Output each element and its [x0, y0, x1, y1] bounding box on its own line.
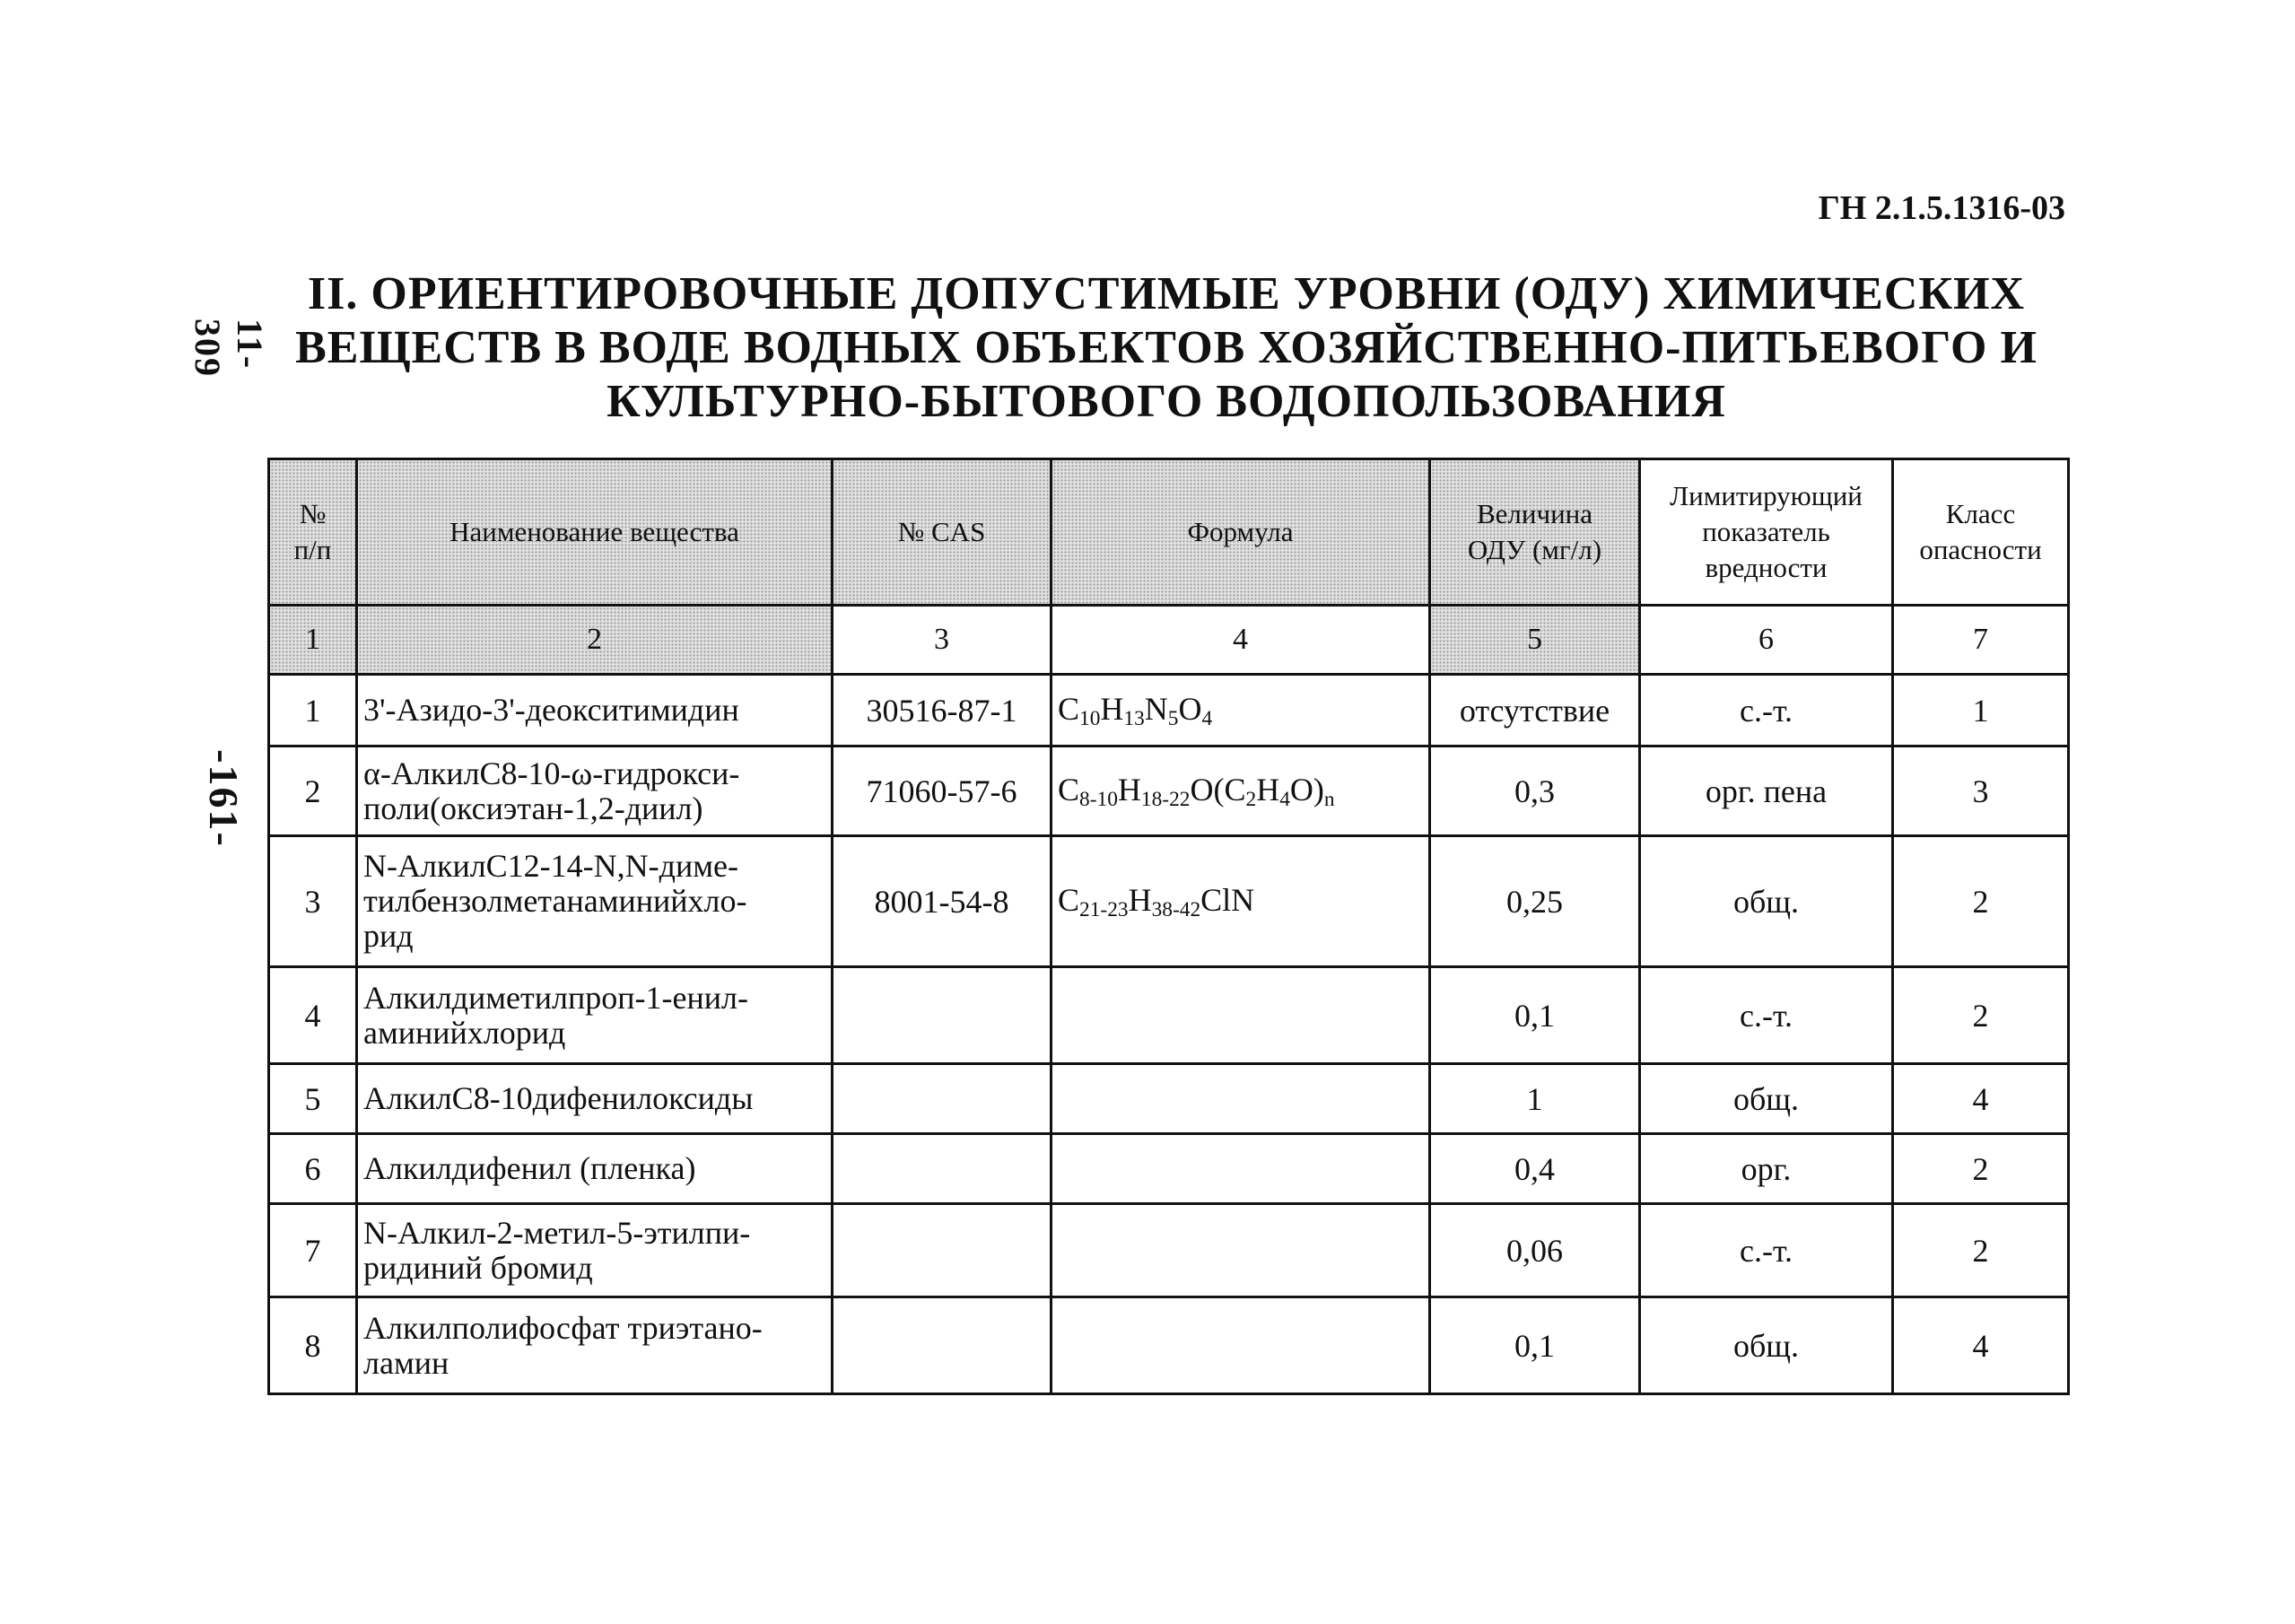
hazard-class-cell: 4 [1893, 1297, 2069, 1394]
formula [1058, 771, 1335, 811]
header-odu-line2: ОДУ (мг/л) [1467, 534, 1602, 565]
row-number-cell: 4 [269, 967, 357, 1064]
header-number [269, 459, 357, 606]
substance-name-line: ридиний бромид [363, 1249, 593, 1286]
substance-name-cell [357, 967, 833, 1064]
odu-value-cell: 0,25 [1430, 836, 1640, 967]
substance-name-line: АлкилC8-10дифенилоксиды [363, 1080, 754, 1116]
formula-cell [1052, 747, 1430, 836]
cas-number-cell [833, 967, 1052, 1064]
column-number: 5 [1430, 606, 1640, 675]
substance-name-line: поли(оксиэтан-1,2-диил) [363, 790, 703, 826]
hazard-class-cell: 2 [1893, 1134, 2069, 1204]
cas-number-cell [833, 1064, 1052, 1134]
odu-value-cell: 0,06 [1430, 1204, 1640, 1297]
formula-symbol: H [1128, 881, 1152, 918]
odu-value-cell: отсутствие [1430, 675, 1640, 747]
hazard-class-cell: 2 [1893, 967, 2069, 1064]
table-row [269, 747, 2069, 836]
header-row [269, 459, 2069, 606]
row-number-cell: 5 [269, 1064, 357, 1134]
table-row [269, 675, 2069, 747]
table-row [269, 1204, 2069, 1297]
substance-name-line: N-Алкил-2-метил-5-этилпи- [363, 1214, 751, 1251]
formula-subscript: 2 [1245, 787, 1257, 811]
formula-symbol: C [1058, 881, 1080, 918]
title-line: II. ОРИЕНТИРОВОЧНЫЕ ДОПУСТИМЫЕ УРОВНИ (ОДУ) ХИМИЧЕСКИХ [307, 268, 2026, 319]
header-cas [833, 459, 1052, 606]
header-name [357, 459, 833, 606]
page-number: -161- [201, 749, 248, 848]
row-number-cell: 7 [269, 1204, 357, 1297]
page-title [269, 267, 2064, 429]
header-cas-label: № CAS [897, 516, 986, 547]
limiting-indicator-cell: орг. пена [1640, 747, 1893, 836]
formula-symbol: O) [1289, 771, 1324, 808]
column-number: 4 [1052, 606, 1430, 675]
limiting-indicator-cell: общ. [1640, 836, 1893, 967]
formula [1058, 881, 1255, 921]
formula-cell [1052, 1204, 1430, 1297]
limiting-indicator-cell: орг. [1640, 1134, 1893, 1204]
hazard-class-cell: 1 [1893, 675, 2069, 747]
cas-number-cell [833, 1134, 1052, 1204]
header-number-line2: п/п [293, 534, 332, 565]
limiting-indicator-cell: общ. [1640, 1064, 1893, 1134]
formula-subscript: 8-10 [1079, 787, 1118, 811]
row-number-cell: 8 [269, 1297, 357, 1394]
cas-number-cell: 30516-87-1 [833, 675, 1052, 747]
formula-symbol: N [1144, 690, 1168, 727]
header-odu [1430, 459, 1640, 606]
substance-name-line: N-АлкилC12-14-N,N-диме- [363, 848, 738, 884]
formula-subscript: 5 [1167, 706, 1179, 730]
formula-cell [1052, 675, 1430, 747]
header-number-line1: № [299, 498, 327, 529]
limiting-indicator-cell: общ. [1640, 1297, 1893, 1394]
limiting-indicator-cell: с.-т. [1640, 1204, 1893, 1297]
formula-subscript: 18-22 [1140, 787, 1191, 811]
substance-name-cell [357, 1297, 833, 1394]
formula-symbol: H [1100, 690, 1124, 727]
formula-subscript: 4 [1279, 787, 1290, 811]
table-body [269, 675, 2069, 1394]
formula-symbol: H [1117, 771, 1141, 808]
header-formula [1052, 459, 1430, 606]
substance-name-line: аминийхлорид [363, 1014, 566, 1051]
limiting-indicator-cell: с.-т. [1640, 675, 1893, 747]
formula-cell [1052, 967, 1430, 1064]
cas-number-cell [833, 1204, 1052, 1297]
header-formula-label: Формула [1187, 516, 1294, 547]
substance-name-line: Алкилдиметилпроп-1-енил- [363, 979, 748, 1016]
substance-name-cell [357, 836, 833, 967]
hazard-class-cell: 4 [1893, 1064, 2069, 1134]
substance-name-cell [357, 1204, 833, 1297]
substance-name-cell [357, 1064, 833, 1134]
table-row [269, 836, 2069, 967]
side-code: 11-309 [188, 319, 270, 378]
header-limiting-line2: показатель [1702, 516, 1830, 547]
formula-symbol: H [1256, 771, 1280, 808]
title-line: КУЛЬТУРНО-БЫТОВОГО ВОДОПОЛЬЗОВАНИЯ [606, 376, 1726, 427]
formula-symbol: O(C [1190, 771, 1246, 808]
header-limiting [1640, 459, 1893, 606]
header-odu-line1: Величина [1476, 498, 1593, 529]
column-number: 3 [833, 606, 1052, 675]
formula-subscript: 4 [1201, 706, 1213, 730]
header-name-label: Наименование вещества [449, 516, 739, 547]
column-number: 2 [357, 606, 833, 675]
column-number-row [269, 606, 2069, 675]
odu-value-cell: 0,4 [1430, 1134, 1640, 1204]
formula-subscript: 13 [1123, 706, 1145, 730]
cas-number-cell: 8001-54-8 [833, 836, 1052, 967]
substance-name-cell [357, 1134, 833, 1204]
table-row [269, 1064, 2069, 1134]
limiting-indicator-cell: с.-т. [1640, 967, 1893, 1064]
hazard-class-cell: 3 [1893, 747, 2069, 836]
formula-subscript: n [1323, 787, 1335, 811]
formula-subscript: 21-23 [1079, 897, 1129, 921]
formula-cell [1052, 1064, 1430, 1134]
substance-name-cell [357, 747, 833, 836]
formula-symbol: ClN [1200, 881, 1255, 918]
document-code: ГН 2.1.5.1316-03 [1818, 189, 2065, 227]
substance-name-line: Алкилдифенил (пленка) [363, 1150, 696, 1186]
odu-value-cell: 0,3 [1430, 747, 1640, 836]
table-row [269, 1297, 2069, 1394]
row-number-cell: 2 [269, 747, 357, 836]
formula-cell [1052, 1134, 1430, 1204]
substance-name-line: α-АлкилC8-10-ω-гидрокси- [363, 755, 740, 791]
cas-number-cell [833, 1297, 1052, 1394]
title-line: ВЕЩЕСТВ В ВОДЕ ВОДНЫХ ОБЪЕКТОВ ХОЗЯЙСТВЕННО-ПИТЬЕВОГО И [295, 322, 2038, 373]
row-number-cell: 3 [269, 836, 357, 967]
substance-name-cell [357, 675, 833, 747]
header-class [1893, 459, 2069, 606]
hazard-class-cell: 2 [1893, 836, 2069, 967]
odu-table [267, 458, 2070, 1395]
hazard-class-cell: 2 [1893, 1204, 2069, 1297]
substance-name-line: тилбензолметанаминийхло- [363, 883, 747, 919]
column-number: 1 [269, 606, 357, 675]
formula-symbol: O [1178, 690, 1202, 727]
odu-value-cell: 0,1 [1430, 1297, 1640, 1394]
cas-number-cell: 71060-57-6 [833, 747, 1052, 836]
substance-name-line: ламин [363, 1344, 449, 1381]
row-number-cell: 1 [269, 675, 357, 747]
column-number: 7 [1893, 606, 2069, 675]
header-class-line1: Класс [1945, 498, 2016, 529]
odu-value-cell: 1 [1430, 1064, 1640, 1134]
substance-name-line: Алкилполифосфат триэтано- [363, 1309, 763, 1346]
header-limiting-line1: Лимитирующий [1670, 480, 1863, 511]
formula-symbol: C [1058, 690, 1080, 727]
column-number: 6 [1640, 606, 1893, 675]
row-number-cell: 6 [269, 1134, 357, 1204]
formula-subscript: 10 [1079, 706, 1101, 730]
table-row [269, 967, 2069, 1064]
table-row [269, 1134, 2069, 1204]
formula-symbol: C [1058, 771, 1080, 808]
header-class-line2: опасности [1919, 534, 2042, 565]
substance-name-line: 3'-Азидо-3'-деокситимидин [363, 692, 739, 728]
header-limiting-line3: вредности [1705, 552, 1828, 583]
formula [1058, 690, 1213, 730]
odu-value-cell: 0,1 [1430, 967, 1640, 1064]
formula-subscript: 38-42 [1151, 897, 1201, 921]
formula-cell [1052, 836, 1430, 967]
substance-name-line: рид [363, 918, 414, 954]
formula-cell [1052, 1297, 1430, 1394]
